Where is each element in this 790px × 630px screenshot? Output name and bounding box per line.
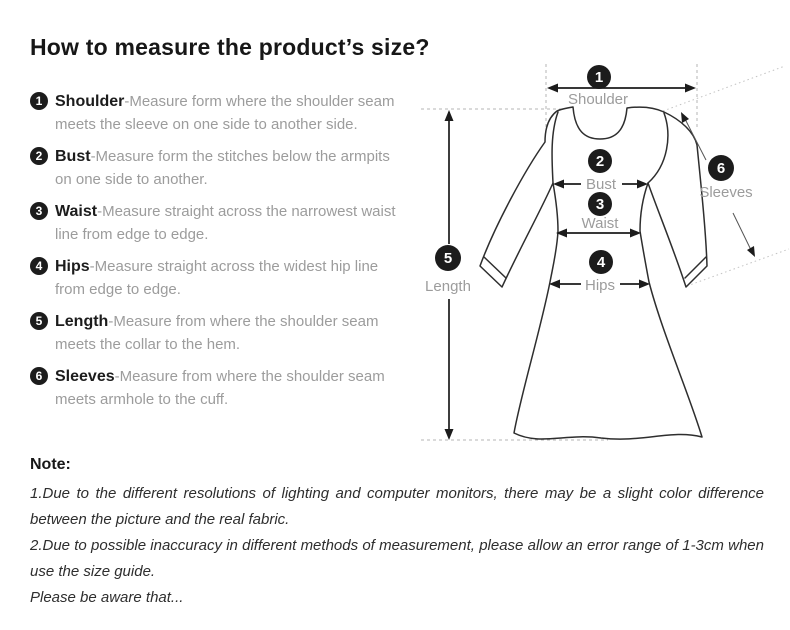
- term-description: -Measure from where the shoulder seam meets armhole to the cuff.: [55, 368, 385, 408]
- list-item-sleeves: [30, 365, 408, 411]
- number-badge: 4: [30, 257, 48, 275]
- label-sleeves: Sleeves: [699, 184, 753, 201]
- badge-5: 5: [443, 250, 453, 267]
- number-badge: 3: [30, 202, 48, 220]
- term-description: -Measure form where the shoulder seam meets the sleeve on one side to another side.: [55, 93, 395, 133]
- badge-1: 1: [594, 69, 604, 86]
- number-badge: 6: [30, 367, 48, 385]
- label-shoulder: Shoulder: [567, 91, 629, 108]
- number-badge: 1: [30, 92, 48, 110]
- term-label: Shoulder: [55, 93, 125, 110]
- term-description: -Measure straight across the narrowest waist line from edge to edge.: [55, 203, 396, 243]
- measure-instruction-list: [30, 90, 408, 420]
- term-description: -Measure straight across the widest hip line from edge to edge.: [55, 258, 379, 298]
- badge-3: 3: [595, 196, 605, 213]
- list-item-shoulder: [30, 90, 408, 136]
- dress-measurement-diagram: [415, 40, 790, 452]
- list-item-bust: [30, 145, 408, 191]
- badge-6: 6: [716, 160, 726, 177]
- note-heading: Note:: [30, 456, 71, 473]
- page-title: How to measure the product’s size?: [30, 34, 430, 60]
- list-item-hips: [30, 255, 408, 301]
- term-label: Sleeves: [55, 368, 115, 385]
- list-item-length: [30, 310, 408, 356]
- badge-2: 2: [595, 153, 605, 170]
- label-waist: Waist: [581, 215, 619, 232]
- number-badge: 2: [30, 147, 48, 165]
- label-bust: Bust: [585, 176, 617, 193]
- label-length: Length: [425, 278, 471, 295]
- note-line-2: 2.Due to possible inaccuracy in different methods of measurement, please allow an error range of 1-3cm when use the size guide.: [30, 537, 764, 580]
- term-description: -Measure from where the shoulder seam meets the collar to the hem.: [55, 313, 379, 353]
- term-label: Hips: [55, 258, 90, 275]
- note-line-1: 1.Due to the different resolutions of lighting and computer monitors, there may be a slight color difference between the picture and the real fabric.: [30, 485, 764, 528]
- term-label: Waist: [55, 203, 98, 220]
- list-item-waist: [30, 200, 408, 246]
- term-label: Length: [55, 313, 109, 330]
- number-badge: 5: [30, 312, 48, 330]
- badge-4: 4: [596, 254, 606, 271]
- note-section: [30, 456, 764, 611]
- term-description: -Measure form the stitches below the armpits on one side to another.: [55, 148, 390, 188]
- label-hips: Hips: [584, 277, 616, 294]
- term-label: Bust: [55, 148, 91, 165]
- note-line-3: Please be aware that...: [30, 589, 184, 606]
